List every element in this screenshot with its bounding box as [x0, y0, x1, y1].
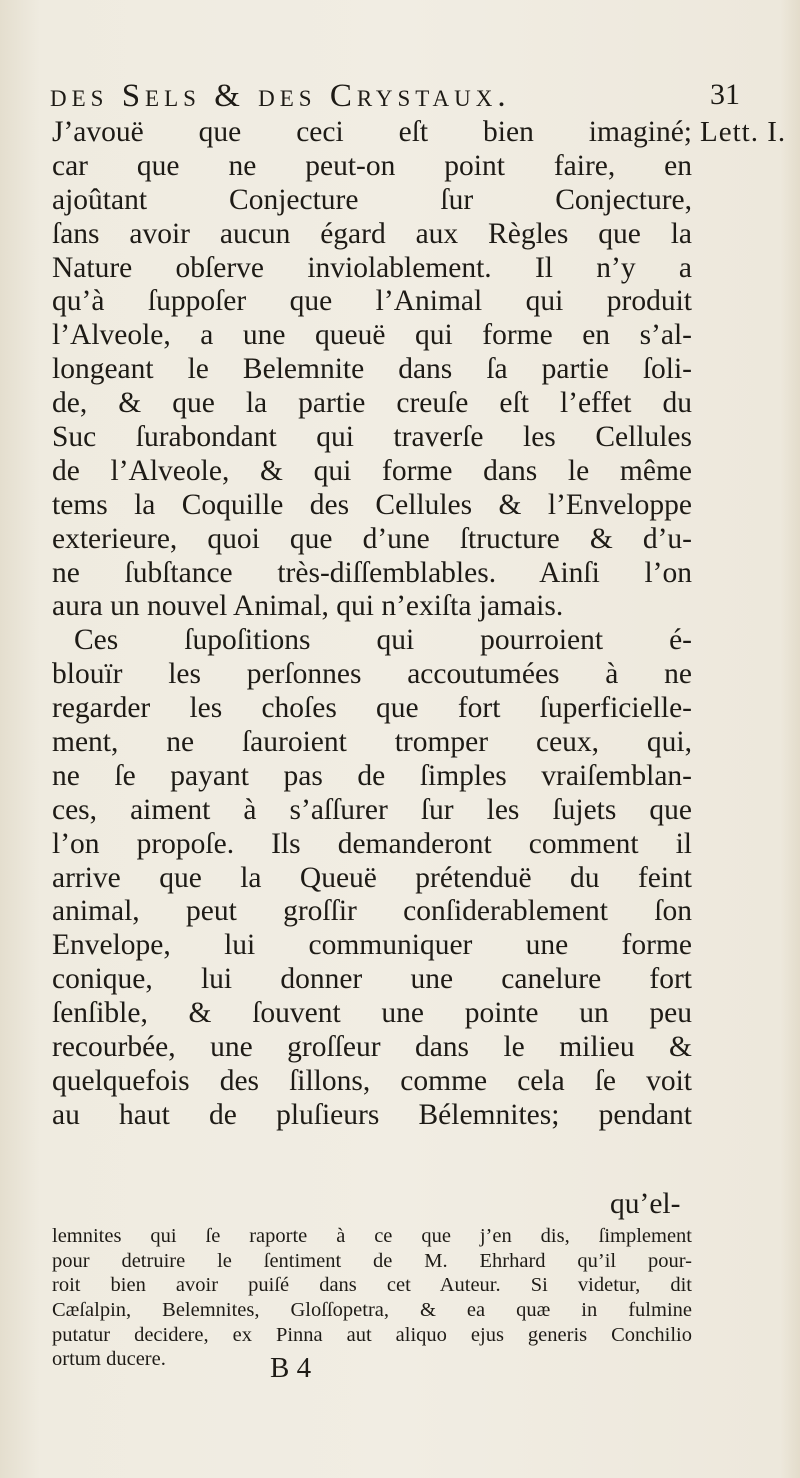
text-line: au haut de pluſieurs Bélemnites; pendant [52, 1098, 692, 1131]
text-line: animal, peut groſſir conſiderablement ſon [52, 895, 692, 928]
text-line: de l’Alveole, & qui forme dans le même [52, 454, 692, 487]
text-line: Suc ſurabondant qui traverſe les Cellules [52, 421, 692, 454]
text-line: J’avouë que ceci eſt bien imaginé; [52, 116, 692, 148]
text-line: conique, lui donner une canelure fort [52, 963, 692, 996]
page-number: 31 [710, 78, 740, 111]
text-line: ajoûtant Conjecture ſur Conjecture, [52, 183, 692, 216]
margin-note: Lett. I. [700, 116, 787, 148]
text-line: blouïr les perſonnes accoutumées à ne [52, 658, 692, 691]
text-line: regarder les choſes que fort ſuperficielle- [52, 692, 692, 725]
text-line: ment, ne ſauroient tromper ceux, qui, [52, 726, 692, 759]
text-line: recourbée, une groſſeur dans le milieu & [52, 1031, 692, 1064]
footnote [52, 1224, 692, 1372]
footnote-line: Cæſalpin, Belemnites, Gloſſopetra, & ea quæ in fulmine [52, 1299, 692, 1322]
text-line: de, & que la partie creuſe eſt l’effet du [52, 387, 692, 420]
text-line: longeant le Belemnite dans ſa partie ſoli- [52, 353, 692, 386]
text-line: car que ne peut-on point faire, en [52, 149, 692, 182]
running-head [50, 78, 740, 118]
signature-mark: B 4 [270, 1352, 312, 1384]
text-line: ſenſible, & ſouvent une pointe un peu [52, 997, 692, 1030]
text-line: Ces ſupoſitions qui pourroient é- [74, 624, 692, 657]
running-title: des Sels & des Crystaux. [50, 78, 511, 114]
text-line: Envelope, lui communiquer une forme [52, 929, 692, 962]
text-line: exterieure, quoi que d’une ſtructure & d’u- [52, 522, 692, 555]
text-line: tems la Coquille des Cellules & l’Enveloppe [52, 488, 692, 521]
text-line: qu’à ſuppoſer que l’Animal qui produit [52, 285, 692, 318]
text-line: ſans avoir aucun égard aux Règles que la [52, 217, 692, 250]
footnote-line: lemnites qui ſe raporte à ce que j’en dis, ſimplement [52, 1225, 692, 1247]
text-line: arrive que la Queuë prétenduë du feint [52, 861, 692, 894]
text-line: aura un nouvel Animal, qui n’exiſta jamais. [52, 590, 564, 623]
text-line: l’on propoſe. Ils demanderont comment il [52, 827, 692, 860]
text-line: Nature obſerve inviolablement. Il n’y a [52, 251, 692, 284]
footnote-line: pour detruire le ſentiment de M. Ehrhard qu’il pour- [52, 1249, 692, 1272]
catchword: qu’el- [610, 1188, 681, 1220]
footnote-line: ortum ducere. [52, 1348, 166, 1371]
text-line: l’Alveole, a une queuë qui forme en s’al- [52, 319, 692, 352]
body-text [52, 116, 692, 1133]
text-line: ne ſe payant pas de ſimples vraiſemblan- [52, 759, 692, 792]
text-line: ne ſubſtance très-diſſemblables. Ainſi l’on [52, 556, 692, 589]
footnote-line: roit bien avoir puiſé dans cet Auteur. Si videtur, dit [52, 1274, 692, 1297]
text-line: ces, aiment à s’aſſurer ſur les ſujets que [52, 793, 692, 826]
footnote-line: putatur decidere, ex Pinna aut aliquo ejus generis Conchilio [52, 1323, 692, 1346]
text-line: quelquefois des ſillons, comme cela ſe voit [52, 1064, 692, 1097]
